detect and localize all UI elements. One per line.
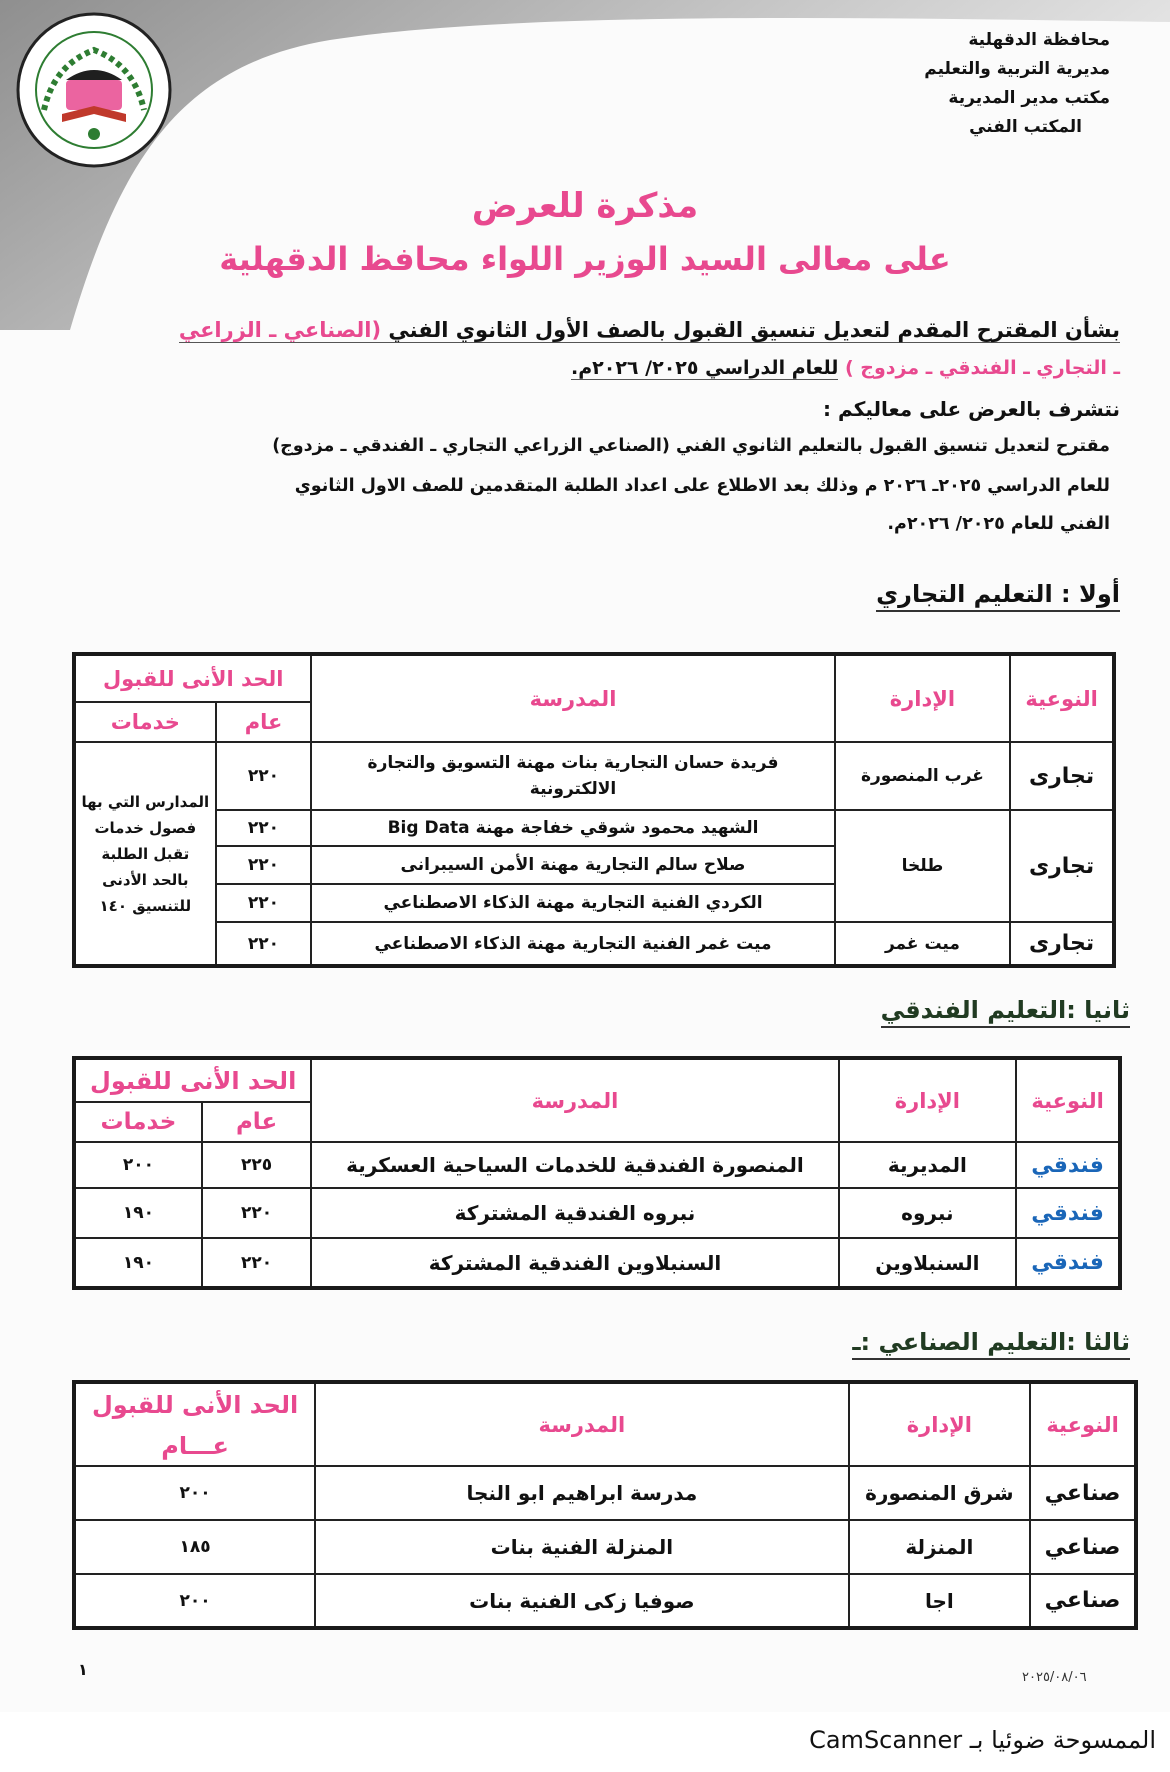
table-row xyxy=(74,1142,1120,1188)
services-note xyxy=(74,742,216,966)
row-kind: فندقي xyxy=(1016,1238,1120,1288)
header-min-admission: الحد الأنى للقبول xyxy=(74,1058,311,1102)
row-school: صوفيا زكى الفنية بنات xyxy=(315,1574,848,1628)
note-line: فصول خدمات xyxy=(94,818,197,837)
row-services: ٢٠٠ xyxy=(74,1142,202,1188)
intro-line-3: الفني للعام ٢٠٢٥/ ٢٠٢٦م. xyxy=(887,514,1110,534)
row-general: ٢٢٥ xyxy=(202,1142,312,1188)
header-general: عـــام xyxy=(74,1426,315,1466)
header-services: خدمات xyxy=(74,702,216,742)
row-school xyxy=(311,742,834,810)
header-general: عام xyxy=(216,702,312,742)
note-line: بالحد الأدنى xyxy=(102,870,189,889)
row-school: نبروه الفندقية المشتركة xyxy=(311,1188,838,1238)
header-school: المدرسة xyxy=(311,1058,838,1142)
row-kind: تجارى xyxy=(1010,810,1114,922)
commercial-table xyxy=(72,652,1116,968)
subject-types-a: (الصناعي ـ الزراعي xyxy=(178,318,382,342)
table-row xyxy=(74,1238,1120,1288)
header-admin: الإدارة xyxy=(849,1382,1031,1466)
header-line-office: مكتب مدير المديرية xyxy=(948,88,1110,108)
row-general: ٢٢٠ xyxy=(216,742,312,810)
row-school-line2: الالكترونية xyxy=(529,779,617,799)
honor-line: نتشرف بالعرض على معاليكم : xyxy=(823,397,1120,421)
row-admin: شرق المنصورة xyxy=(849,1466,1031,1520)
row-kind: تجارى xyxy=(1010,742,1114,810)
header-line-technical-office: المكتب الفني xyxy=(969,117,1082,137)
row-general: ٢٢٠ xyxy=(216,884,312,922)
row-admin: ميت غمر xyxy=(835,922,1010,966)
row-admin: نبروه xyxy=(839,1188,1017,1238)
table-row xyxy=(74,1574,1136,1628)
header-admin: الإدارة xyxy=(839,1058,1017,1142)
table-row xyxy=(74,1520,1136,1574)
table-row xyxy=(74,810,1114,846)
table-row xyxy=(74,742,1114,810)
row-school: السنبلاوين الفندقية المشتركة xyxy=(311,1238,838,1288)
scanner-watermark-text: الممسوحة ضوئيا بـ CamScanner xyxy=(809,1726,1156,1754)
header-kind: النوعية xyxy=(1030,1382,1136,1466)
table-row xyxy=(74,922,1114,966)
row-admin: المنزلة xyxy=(849,1520,1031,1574)
header-min-admission: الحد الأنى للقبول xyxy=(74,1382,315,1426)
row-general: ٢٠٠ xyxy=(74,1574,315,1628)
row-admin: اجا xyxy=(849,1574,1031,1628)
row-kind: صناعي xyxy=(1030,1466,1136,1520)
row-general: ٢٠٠ xyxy=(74,1466,315,1520)
row-school: ميت غمر الفنية التجارية مهنة الذكاء الاصطناعي xyxy=(311,922,834,966)
header-kind: النوعية xyxy=(1016,1058,1120,1142)
row-general: ٢٢٠ xyxy=(202,1238,312,1288)
note-line: المدارس التي بها xyxy=(81,792,210,811)
subject-prefix: بشأن المقترح المقدم لتعديل تنسيق القبول بالصف الأول الثانوي الفني xyxy=(388,318,1120,342)
row-school: مدرسة ابراهيم ابو النجا xyxy=(315,1466,848,1520)
row-services: ١٩٠ xyxy=(74,1238,202,1288)
row-general: ٢٢٠ xyxy=(202,1188,312,1238)
header-general: عام xyxy=(202,1102,312,1142)
section-commercial-title: أولا : التعليم التجاري xyxy=(876,580,1120,612)
row-school: المنزلة الفنية بنات xyxy=(315,1520,848,1574)
note-line: تقبل الطلبة xyxy=(101,844,190,863)
note-line: للتنسيق ١٤٠ xyxy=(99,896,192,915)
row-kind: فندقي xyxy=(1016,1142,1120,1188)
directorate-seal-logo xyxy=(14,10,174,170)
row-school: صلاح سالم التجارية مهنة الأمن السيبرانى xyxy=(311,846,834,884)
intro-line-1: مقترح لتعديل تنسيق القبول بالتعليم الثانوي الفني (الصناعي الزراعي التجاري ـ الفندقي ـ مزدوج) xyxy=(272,436,1110,456)
subject-types-b: ـ التجاري ـ الفندقي ـ مزدوج ) xyxy=(845,357,1120,379)
industrial-table xyxy=(72,1380,1138,1630)
header-line-governorate: محافظة الدقهلية xyxy=(968,30,1110,50)
ministry-header xyxy=(870,26,1110,142)
row-admin: المديرية xyxy=(839,1142,1017,1188)
memo-title: مذكرة للعرض xyxy=(471,186,699,226)
header-line-directorate: مديرية التربية والتعليم xyxy=(924,59,1110,79)
row-school: الشهيد محمود شوقي خفاجة مهنة Big Data xyxy=(311,810,834,846)
row-admin: السنبلاوين xyxy=(839,1238,1017,1288)
header-kind: النوعية xyxy=(1010,654,1114,742)
subject-line-1 xyxy=(179,318,1120,343)
intro-line-2: للعام الدراسي ٢٠٢٥ـ ٢٠٢٦ م وذلك بعد الاطلاع على اعداد الطلبة المتقدمين للصف الاول الثانوي xyxy=(294,476,1110,496)
subject-year: للعام الدراسي ٢٠٢٥/ ٢٠٢٦م. xyxy=(570,357,839,379)
row-general: ٢٢٠ xyxy=(216,922,312,966)
row-kind: صناعي xyxy=(1030,1574,1136,1628)
row-admin: طلخا xyxy=(835,810,1010,922)
page-number: ١ xyxy=(78,1660,88,1679)
header-min-admission: الحد الأنى للقبول xyxy=(74,654,311,702)
row-general: ٢٢٠ xyxy=(216,846,312,884)
header-services: خدمات xyxy=(74,1102,202,1142)
row-admin: غرب المنصورة xyxy=(835,742,1010,810)
table-row xyxy=(74,1188,1120,1238)
row-kind: صناعي xyxy=(1030,1520,1136,1574)
scanner-watermark-bar xyxy=(0,1712,1170,1772)
table-row xyxy=(74,1466,1136,1520)
row-school: الكردي الفنية التجارية مهنة الذكاء الاصطناعي xyxy=(311,884,834,922)
header-school: المدرسة xyxy=(311,654,834,742)
header-admin: الإدارة xyxy=(835,654,1010,742)
row-school: المنصورة الفندقية للخدمات السياحية العسكرية xyxy=(311,1142,838,1188)
row-school-line1: فريدة حسان التجارية بنات مهنة التسويق والتجارة xyxy=(367,753,779,773)
header-school: المدرسة xyxy=(315,1382,848,1466)
row-kind: تجارى xyxy=(1010,922,1114,966)
row-services: ١٩٠ xyxy=(74,1188,202,1238)
row-general: ٢٢٠ xyxy=(216,810,312,846)
hotel-table xyxy=(72,1056,1122,1290)
subject-line-2 xyxy=(571,357,1120,379)
section-industrial-title: ثالثا :التعليم الصناعي :ـ xyxy=(852,1328,1130,1360)
document-date: ٢٠٢٥/٠٨/٠٦ xyxy=(1022,1670,1087,1685)
section-hotel-title: ثانيا :التعليم الفندقي xyxy=(881,996,1130,1028)
row-general: ١٨٥ xyxy=(74,1520,315,1574)
row-kind: فندقي xyxy=(1016,1188,1120,1238)
memo-recipient: على معالى السيد الوزير اللواء محافظ الدقهلية xyxy=(219,240,951,278)
